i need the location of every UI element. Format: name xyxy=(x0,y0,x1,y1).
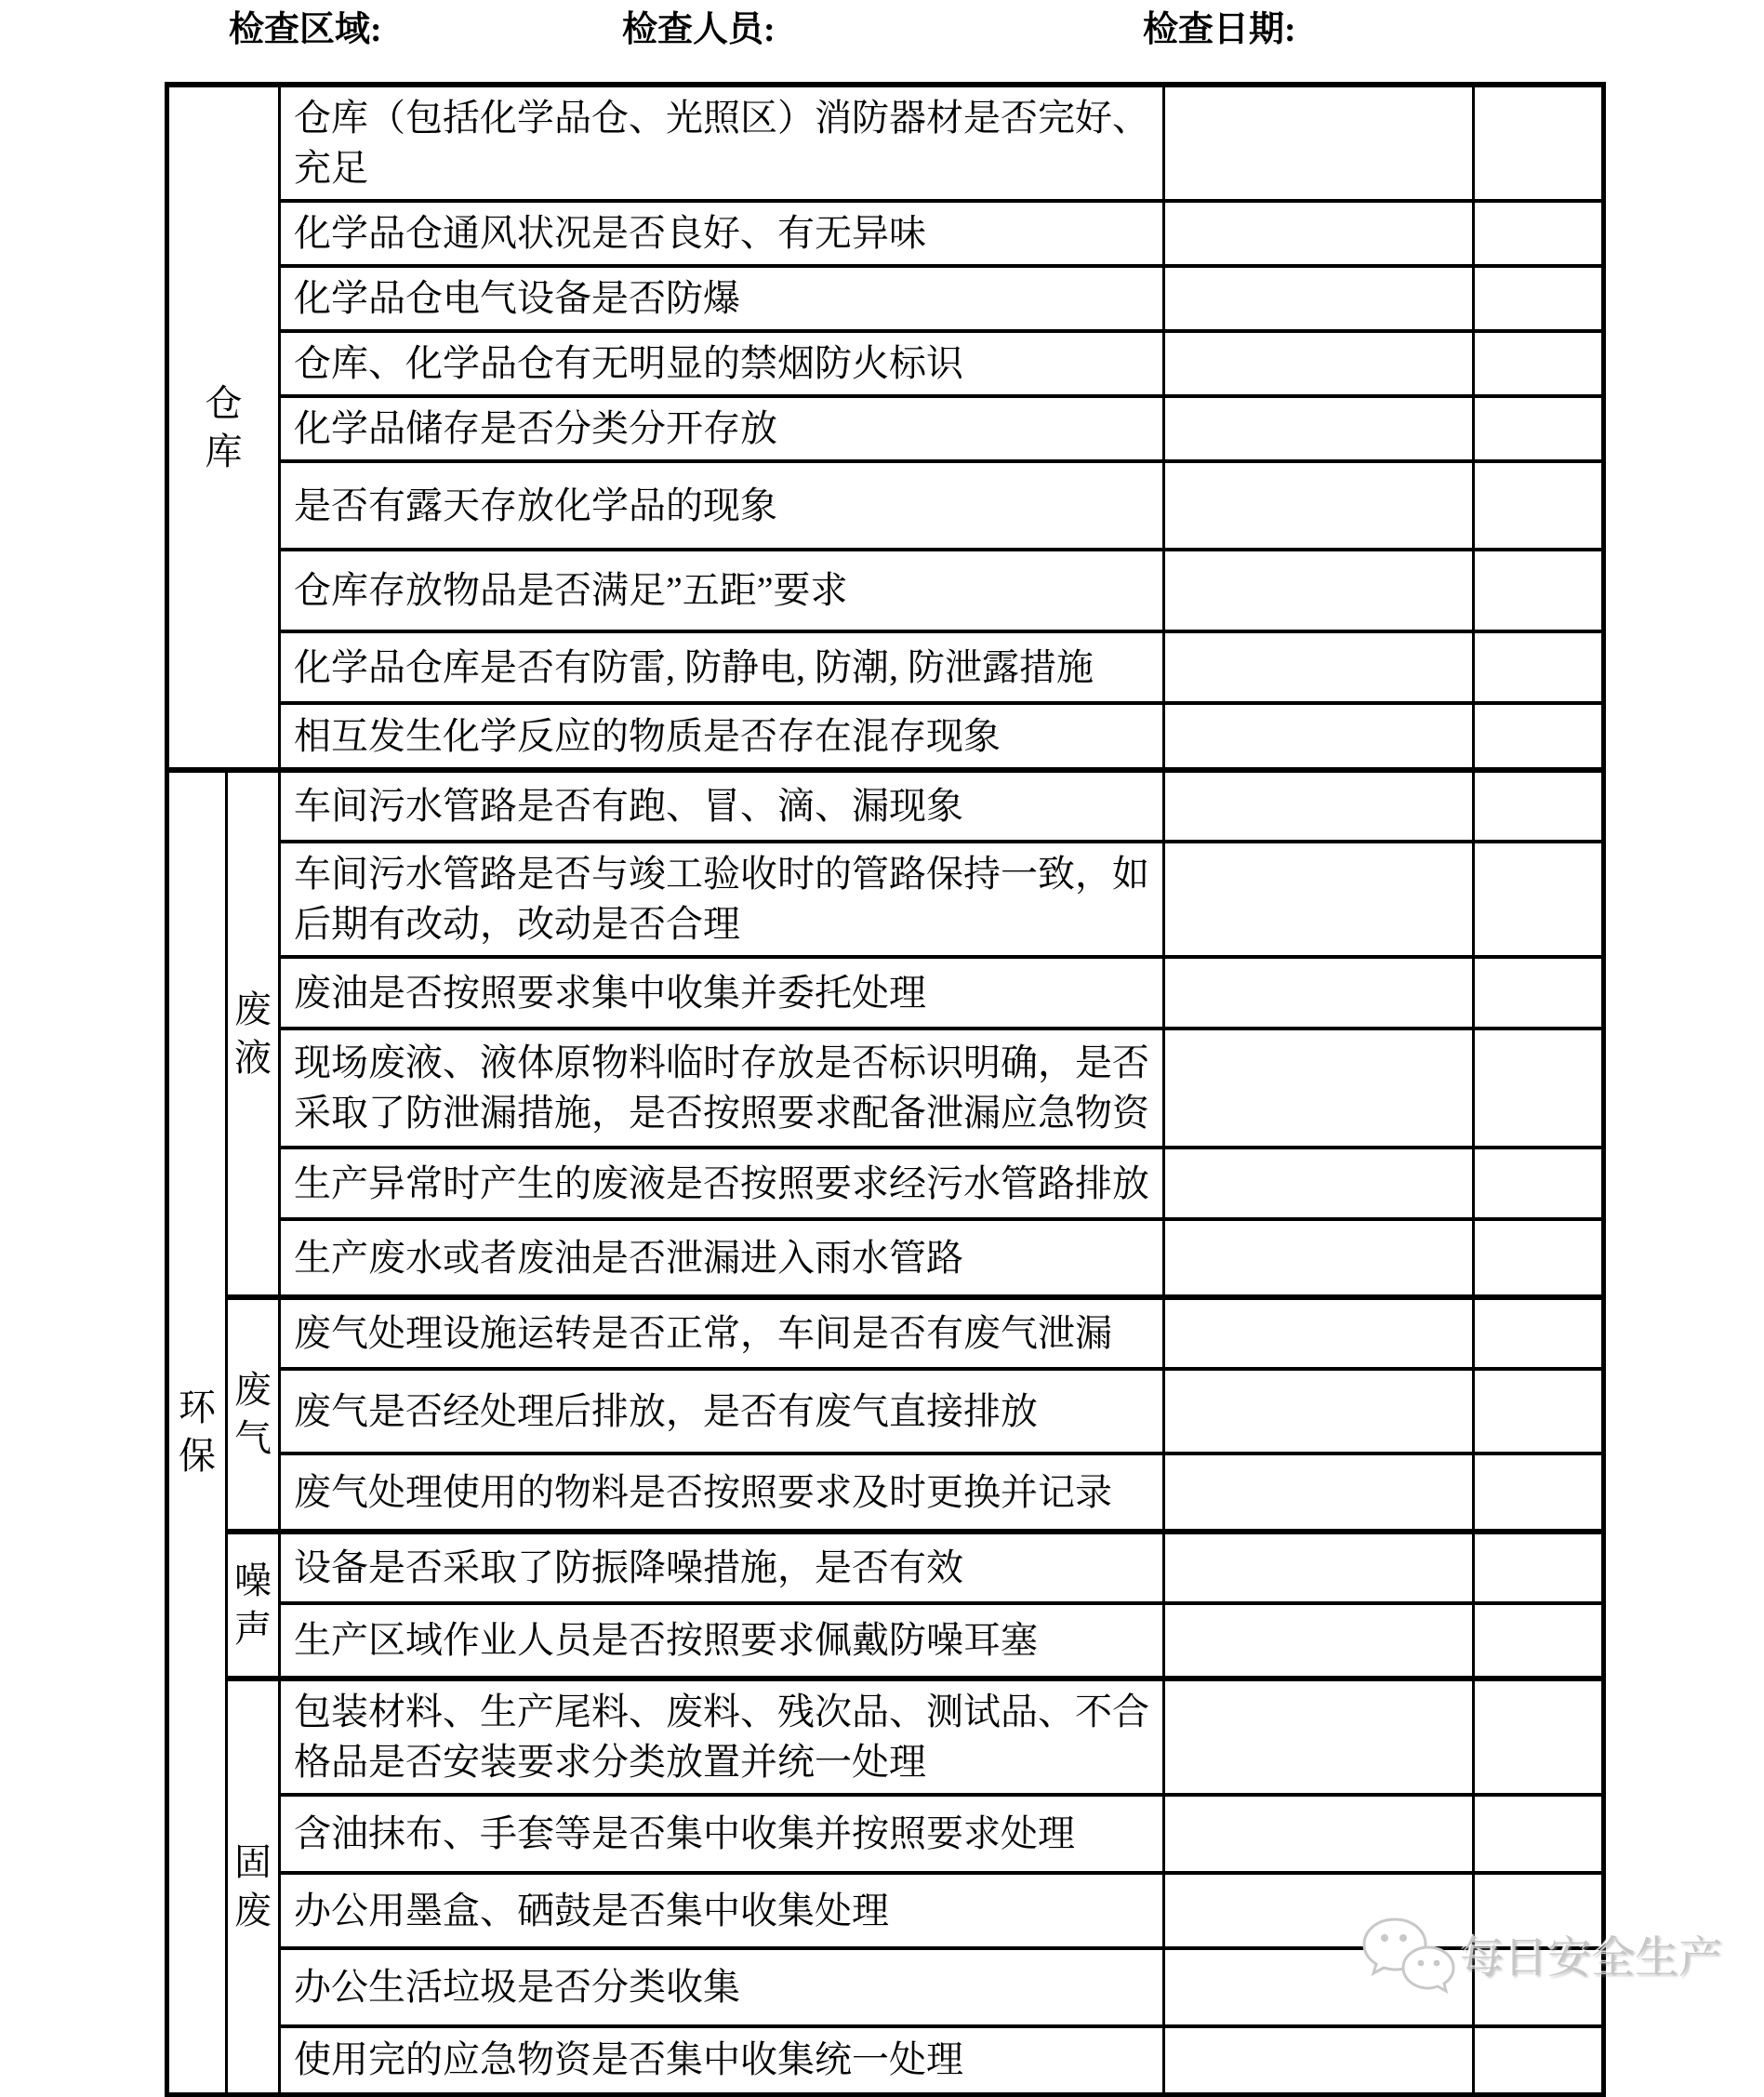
result-cell[interactable] xyxy=(1164,1369,1474,1453)
table-row xyxy=(167,1679,1604,1795)
remark-cell[interactable] xyxy=(1474,1948,1604,2026)
table-row xyxy=(167,1532,1604,1603)
checklist-item-text: 生产区域作业人员是否按照要求佩戴防噪耳塞 xyxy=(280,1603,1164,1679)
remark-cell[interactable] xyxy=(1474,1219,1604,1297)
remark-cell[interactable] xyxy=(1474,1795,1604,1873)
inspection-area-label: 检查区域: xyxy=(229,10,382,49)
table-row xyxy=(167,550,1604,631)
checklist-item-text: 仓库存放物品是否满足”五距”要求 xyxy=(280,550,1164,631)
checklist-item-text: 化学品仓库是否有防雷, 防静电, 防潮, 防泄露措施 xyxy=(280,631,1164,703)
inspection-personnel-label: 检查人员: xyxy=(622,10,776,49)
result-cell[interactable] xyxy=(1164,396,1474,461)
checklist-item-text: 废气处理使用的物料是否按照要求及时更换并记录 xyxy=(280,1453,1164,1532)
table-row xyxy=(167,1148,1604,1219)
remark-cell[interactable] xyxy=(1474,631,1604,703)
watermark-text: 每日安全生产 xyxy=(1460,1933,1722,1983)
result-cell[interactable] xyxy=(1164,1297,1474,1369)
inspection-date-label: 检查日期: xyxy=(1143,10,1296,49)
remark-cell[interactable] xyxy=(1474,266,1604,331)
remark-cell[interactable] xyxy=(1474,957,1604,1029)
table-row xyxy=(167,201,1604,266)
subcategory-label: 噪声 xyxy=(234,1559,272,1650)
checklist-item-text: 含油抹布、手套等是否集中收集并按照要求处理 xyxy=(280,1795,1164,1873)
table-row xyxy=(167,703,1604,770)
result-cell[interactable] xyxy=(1164,631,1474,703)
checklist-item-text: 车间污水管路是否有跑、冒、滴、漏现象 xyxy=(280,770,1164,842)
remark-cell[interactable] xyxy=(1474,201,1604,266)
remark-cell[interactable] xyxy=(1474,331,1604,396)
checklist-item-text: 是否有露天存放化学品的现象 xyxy=(280,461,1164,550)
remark-cell[interactable] xyxy=(1474,1453,1604,1532)
checklist-item-text: 废气是否经处理后排放，是否有废气直接排放 xyxy=(280,1369,1164,1453)
result-cell[interactable] xyxy=(1164,85,1474,201)
table-row xyxy=(167,266,1604,331)
checklist-item-text: 仓库（包括化学品仓、光照区）消防器材是否完好、充足 xyxy=(280,85,1164,201)
subcategory-label: 废气 xyxy=(234,1369,272,1459)
table-row xyxy=(167,631,1604,703)
table-row xyxy=(167,1219,1604,1297)
table-row xyxy=(167,1795,1604,1873)
remark-cell[interactable] xyxy=(1474,1369,1604,1453)
result-cell[interactable] xyxy=(1164,1603,1474,1679)
result-cell[interactable] xyxy=(1164,331,1474,396)
result-cell[interactable] xyxy=(1164,2026,1474,2094)
subcategory-cell-waste-liquid xyxy=(227,770,280,1297)
remark-cell[interactable] xyxy=(1474,1873,1604,1948)
result-cell[interactable] xyxy=(1164,266,1474,331)
checklist-item-text: 废气处理设施运转是否正常，车间是否有废气泄漏 xyxy=(280,1297,1164,1369)
result-cell[interactable] xyxy=(1164,1679,1474,1795)
category-cell-warehouse xyxy=(167,85,280,770)
checklist-table xyxy=(165,82,1606,2097)
remark-cell[interactable] xyxy=(1474,770,1604,842)
subcategory-cell-solid-waste xyxy=(227,1679,280,2094)
checklist-item-text: 包装材料、生产尾料、废料、残次品、测试品、不合格品是否安装要求分类放置并统一处理 xyxy=(280,1679,1164,1795)
remark-cell[interactable] xyxy=(1474,396,1604,461)
table-row xyxy=(167,1029,1604,1148)
table-row xyxy=(167,770,1604,842)
remark-cell[interactable] xyxy=(1474,1603,1604,1679)
table-row xyxy=(167,957,1604,1029)
result-cell[interactable] xyxy=(1164,1219,1474,1297)
table-row xyxy=(167,1948,1604,2026)
remark-cell[interactable] xyxy=(1474,85,1604,201)
table-row xyxy=(167,85,1604,201)
table-row xyxy=(167,461,1604,550)
checklist-item-text: 使用完的应急物资是否集中收集统一处理 xyxy=(280,2026,1164,2094)
remark-cell[interactable] xyxy=(1474,1297,1604,1369)
table-row xyxy=(167,396,1604,461)
checklist-item-text: 生产异常时产生的废液是否按照要求经污水管路排放 xyxy=(280,1148,1164,1219)
result-cell[interactable] xyxy=(1164,842,1474,957)
table-row xyxy=(167,1603,1604,1679)
result-cell[interactable] xyxy=(1164,1873,1474,1948)
result-cell[interactable] xyxy=(1164,1453,1474,1532)
subcategory-cell-noise xyxy=(227,1532,280,1679)
category-label: 环保 xyxy=(179,1387,216,1478)
table-row xyxy=(167,1369,1604,1453)
table-row xyxy=(167,842,1604,957)
category-label: 仓库 xyxy=(205,381,243,472)
checklist-item-text: 生产废水或者废油是否泄漏进入雨水管路 xyxy=(280,1219,1164,1297)
remark-cell[interactable] xyxy=(1474,2026,1604,2094)
remark-cell[interactable] xyxy=(1474,703,1604,770)
result-cell[interactable] xyxy=(1164,1532,1474,1603)
table-row xyxy=(167,2026,1604,2094)
remark-cell[interactable] xyxy=(1474,1532,1604,1603)
result-cell[interactable] xyxy=(1164,1148,1474,1219)
subcategory-label: 固废 xyxy=(234,1840,272,1931)
result-cell[interactable] xyxy=(1164,703,1474,770)
checklist-item-text: 化学品仓电气设备是否防爆 xyxy=(280,266,1164,331)
checklist-item-text: 车间污水管路是否与竣工验收时的管路保持一致，如后期有改动，改动是否合理 xyxy=(280,842,1164,957)
result-cell[interactable] xyxy=(1164,1029,1474,1148)
remark-cell[interactable] xyxy=(1474,842,1604,957)
category-cell-environment xyxy=(167,770,227,2094)
result-cell[interactable] xyxy=(1164,201,1474,266)
checklist-item-text: 废油是否按照要求集中收集并委托处理 xyxy=(280,957,1164,1029)
checklist-item-text: 化学品储存是否分类分开存放 xyxy=(280,396,1164,461)
checklist-item-text: 相互发生化学反应的物质是否存在混存现象 xyxy=(280,703,1164,770)
table-row xyxy=(167,1873,1604,1948)
subcategory-cell-waste-gas xyxy=(227,1297,280,1532)
checklist-item-text: 现场废液、液体原物料临时存放是否标识明确，是否采取了防泄漏措施，是否按照要求配备泄漏应急物资 xyxy=(280,1029,1164,1148)
result-cell[interactable] xyxy=(1164,550,1474,631)
remark-cell[interactable] xyxy=(1474,1029,1604,1148)
table-row xyxy=(167,331,1604,396)
checklist-item-text: 化学品仓通风状况是否良好、有无异味 xyxy=(280,201,1164,266)
checklist-item-text: 仓库、化学品仓有无明显的禁烟防火标识 xyxy=(280,331,1164,396)
table-row xyxy=(167,1453,1604,1532)
checklist-item-text: 设备是否采取了防振降噪措施，是否有效 xyxy=(280,1532,1164,1603)
result-cell[interactable] xyxy=(1164,770,1474,842)
checklist-item-text: 办公用墨盒、硒鼓是否集中收集处理 xyxy=(280,1873,1164,1948)
result-cell[interactable] xyxy=(1164,461,1474,550)
subcategory-label: 废液 xyxy=(234,988,272,1079)
result-cell[interactable] xyxy=(1164,1948,1474,2026)
checklist-item-text: 办公生活垃圾是否分类收集 xyxy=(280,1948,1164,2026)
remark-cell[interactable] xyxy=(1474,1679,1604,1795)
remark-cell[interactable] xyxy=(1474,1148,1604,1219)
table-row xyxy=(167,1297,1604,1369)
result-cell[interactable] xyxy=(1164,957,1474,1029)
remark-cell[interactable] xyxy=(1474,461,1604,550)
remark-cell[interactable] xyxy=(1474,550,1604,631)
result-cell[interactable] xyxy=(1164,1795,1474,1873)
